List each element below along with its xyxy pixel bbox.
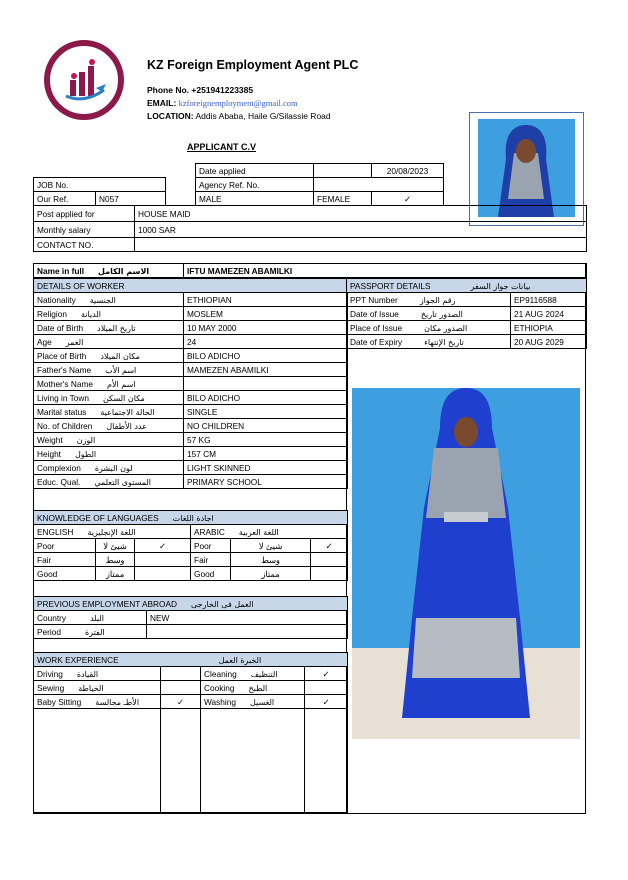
email-link[interactable]: kzforeignemployment@gmail.com bbox=[178, 98, 298, 108]
name-label: Name in full الاسم الكامل bbox=[34, 264, 184, 278]
row-value: 157 CM bbox=[184, 447, 348, 461]
row-label: Age العمر bbox=[34, 335, 184, 349]
skill-check bbox=[161, 681, 201, 695]
row-value: BILO ADICHO bbox=[184, 349, 348, 363]
level-label: Good bbox=[191, 567, 231, 581]
post-value: HOUSE MAID bbox=[135, 206, 587, 222]
arabic-check bbox=[311, 567, 348, 581]
language-level-row bbox=[34, 567, 348, 581]
salary-label: Monthly salary bbox=[34, 222, 135, 238]
level-label: Good bbox=[34, 567, 96, 581]
level-label-ar: شيئ لا bbox=[96, 539, 135, 553]
level-label-ar: وسط bbox=[231, 553, 311, 567]
period-value bbox=[147, 625, 348, 639]
salary-value: 1000 SAR bbox=[135, 222, 587, 238]
row-value: PRIMARY SCHOOL bbox=[184, 475, 348, 489]
row-label: Living in Town مكان السكن bbox=[34, 391, 184, 405]
skill-label: Cooking الطبخ bbox=[201, 681, 305, 695]
full-portrait-figure bbox=[352, 388, 580, 739]
row-value: MOSLEM bbox=[184, 307, 348, 321]
language-level-row bbox=[34, 539, 348, 553]
female-check: ✓ bbox=[372, 192, 444, 206]
experience-row bbox=[34, 681, 348, 695]
details-row bbox=[34, 377, 348, 391]
details-row bbox=[34, 391, 348, 405]
skill-check: ✓ bbox=[305, 667, 348, 681]
row-label: Date of Birth تاريخ الميلاد bbox=[34, 321, 184, 335]
details-row bbox=[34, 349, 348, 363]
english-header: ENGLISH اللغة الإنجليزية bbox=[34, 525, 191, 539]
company-logo bbox=[44, 40, 124, 120]
row-value: NO CHILDREN bbox=[184, 419, 348, 433]
row-label: Mother's Name اسم الأم bbox=[34, 377, 184, 391]
row-label: Educ. Qual. المستوى التعلمي bbox=[34, 475, 184, 489]
page-title: APPLICANT C.V bbox=[187, 142, 257, 152]
languages-table bbox=[33, 510, 348, 581]
our-ref-label: Our Ref. bbox=[34, 192, 96, 206]
row-value: SINGLE bbox=[184, 405, 348, 419]
row-value: MAMEZEN ABAMILKI bbox=[184, 363, 348, 377]
details-row bbox=[34, 405, 348, 419]
experience-row bbox=[34, 667, 348, 681]
skill-label: Sewing الخياطة bbox=[34, 681, 161, 695]
period-label: Period الفترة bbox=[34, 625, 147, 639]
skill-check: ✓ bbox=[161, 695, 201, 709]
english-check: ✓ bbox=[135, 539, 191, 553]
date-applied-value: 20/08/2023 bbox=[372, 164, 444, 178]
details-row bbox=[34, 363, 348, 377]
level-label-ar: ممتاز bbox=[231, 567, 311, 581]
previous-title: PREVIOUS EMPLOYMENT ABROAD العمل فى الخارجى bbox=[34, 597, 348, 611]
company-phone: Phone No. +251941223385 bbox=[147, 85, 254, 95]
row-label: Father's Name اسم الأب bbox=[34, 363, 184, 377]
our-ref-value: N057 bbox=[96, 192, 166, 206]
row-value: 20 AUG 2029 bbox=[511, 335, 587, 349]
experience-row bbox=[34, 695, 348, 709]
country-label: Country البلد bbox=[34, 611, 147, 625]
details-row bbox=[34, 475, 348, 489]
details-row bbox=[34, 419, 348, 433]
level-label: Poor bbox=[191, 539, 231, 553]
row-value: LIGHT SKINNED bbox=[184, 461, 348, 475]
row-label: No. of Children عدد الأطفال bbox=[34, 419, 184, 433]
row-value: 10 MAY 2000 bbox=[184, 321, 348, 335]
row-value: BILO ADICHO bbox=[184, 391, 348, 405]
portrait-figure bbox=[478, 119, 575, 217]
passport-row bbox=[347, 335, 587, 349]
country-value: NEW bbox=[147, 611, 348, 625]
skill-check: ✓ bbox=[305, 695, 348, 709]
details-row bbox=[34, 293, 348, 307]
skill-check bbox=[305, 681, 348, 695]
level-label-ar: ممتاز bbox=[96, 567, 135, 581]
company-email: EMAIL: kzforeignemployment@gmail.com bbox=[147, 98, 298, 108]
row-label: Height الطول bbox=[34, 447, 184, 461]
row-value: 21 AUG 2024 bbox=[511, 307, 587, 321]
skill-label: Cleaning التنظيف bbox=[201, 667, 305, 681]
company-name: KZ Foreign Employment Agent PLC bbox=[147, 58, 359, 72]
date-applied-label: Date applied bbox=[196, 164, 314, 178]
row-label: Place of Issue الصدور مكان bbox=[347, 321, 511, 335]
passport-row bbox=[347, 307, 587, 321]
row-label: Date of Issue الصدور تاريخ bbox=[347, 307, 511, 321]
row-label: Date of Expiry تاريخ الإنتهاء bbox=[347, 335, 511, 349]
post-table bbox=[33, 205, 587, 252]
details-table bbox=[33, 278, 348, 489]
skill-label: Baby Sitting الأطـ مجالسة bbox=[34, 695, 161, 709]
row-value: 24 bbox=[184, 335, 348, 349]
english-check bbox=[135, 567, 191, 581]
arabic-header: ARABIC اللغة العربية bbox=[191, 525, 348, 539]
name-value: IFTU MAMEZEN ABAMILKI bbox=[184, 264, 587, 278]
passport-title: PASSPORT DETAILS بيانات جواز السفر bbox=[347, 279, 587, 293]
experience-table bbox=[33, 652, 348, 813]
level-label: Fair bbox=[34, 553, 96, 567]
male-label: MALE bbox=[196, 192, 314, 206]
details-row bbox=[34, 335, 348, 349]
skill-label: Washing الغسيل bbox=[201, 695, 305, 709]
experience-title: WORK EXPERIENCE الخبرة العمل bbox=[34, 653, 348, 667]
female-label: FEMALE bbox=[314, 192, 372, 206]
job-no-label: JOB No. bbox=[34, 178, 166, 192]
details-row bbox=[34, 447, 348, 461]
row-value: ETHIOPIA bbox=[511, 321, 587, 335]
agency-ref-label: Agency Ref. No. bbox=[196, 178, 314, 192]
row-label: PPT Number رقم الجواز bbox=[347, 293, 511, 307]
level-label: Fair bbox=[191, 553, 231, 567]
row-label: Marital status الحالة الاجتماعية bbox=[34, 405, 184, 419]
details-row bbox=[34, 461, 348, 475]
company-location: LOCATION: Addis Ababa, Haile G/Silassie Road bbox=[147, 111, 331, 121]
level-label-ar: شيئ لا bbox=[231, 539, 311, 553]
row-value: 57 KG bbox=[184, 433, 348, 447]
passport-table bbox=[346, 278, 587, 349]
arabic-check: ✓ bbox=[311, 539, 348, 553]
row-value bbox=[184, 377, 348, 391]
details-row bbox=[34, 307, 348, 321]
row-label: Complexion لون البشرة bbox=[34, 461, 184, 475]
passport-row bbox=[347, 321, 587, 335]
previous-table bbox=[33, 596, 348, 639]
contact-label: CONTACT NO. bbox=[34, 238, 135, 252]
row-label: Nationality الجنسية bbox=[34, 293, 184, 307]
details-row bbox=[34, 433, 348, 447]
skill-check bbox=[161, 667, 201, 681]
level-label-ar: وسط bbox=[96, 553, 135, 567]
english-check bbox=[135, 553, 191, 567]
row-label: Religion الديانة bbox=[34, 307, 184, 321]
row-label: Place of Birth مكان الميلاد bbox=[34, 349, 184, 363]
row-value: ETHIOPIAN bbox=[184, 293, 348, 307]
applicant-photo-full bbox=[352, 388, 580, 739]
skill-label: Driving القيادة bbox=[34, 667, 161, 681]
passport-row bbox=[347, 293, 587, 307]
languages-title: KNOWLEDGE OF LANGUAGES اجادة اللغات bbox=[34, 511, 348, 525]
details-title: DETAILS OF WORKER bbox=[34, 279, 348, 293]
level-label: Poor bbox=[34, 539, 96, 553]
header-table bbox=[33, 163, 444, 206]
details-row bbox=[34, 321, 348, 335]
contact-value bbox=[135, 238, 587, 252]
row-value: EP9116588 bbox=[511, 293, 587, 307]
row-label: Weight الوزن bbox=[34, 433, 184, 447]
name-table bbox=[33, 263, 587, 278]
arabic-check bbox=[311, 553, 348, 567]
post-label: Post applied for bbox=[34, 206, 135, 222]
language-level-row bbox=[34, 553, 348, 567]
